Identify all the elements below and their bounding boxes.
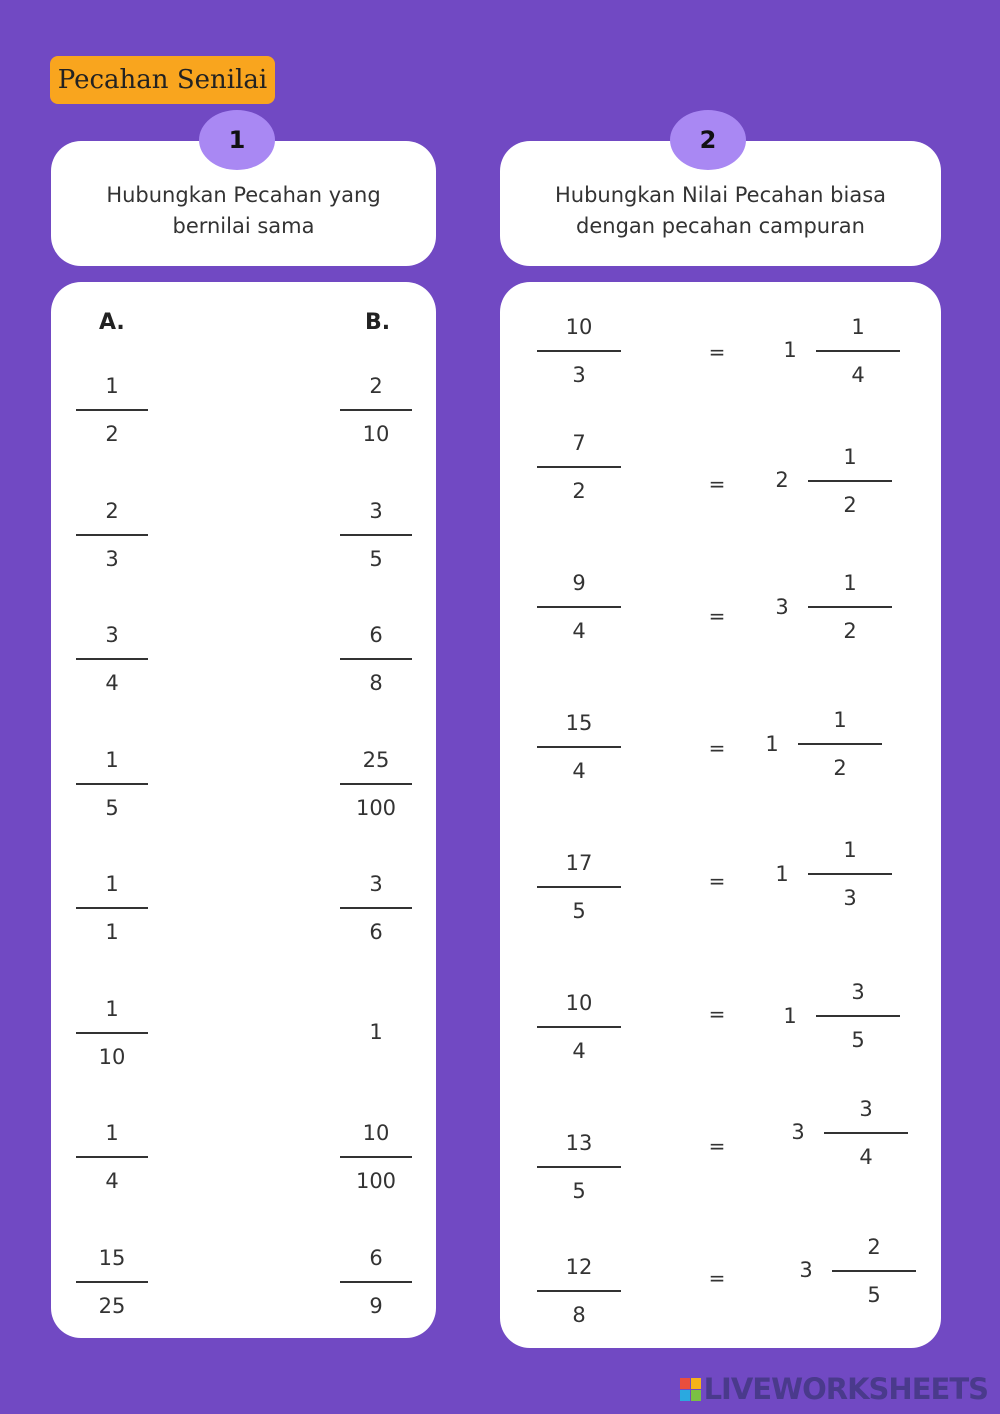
fraction-bar <box>340 1281 412 1283</box>
denominator: 100 <box>355 1169 397 1193</box>
fraction-bar <box>537 886 621 888</box>
denominator: 10 <box>98 1045 126 1069</box>
mixed-fraction[interactable] <box>824 1095 908 1171</box>
numerator: 1 <box>105 997 119 1021</box>
denominator: 5 <box>369 547 383 571</box>
improper-fraction[interactable] <box>537 429 621 505</box>
improper-fraction[interactable] <box>537 709 621 785</box>
fraction-bar <box>537 1166 621 1168</box>
numerator: 1 <box>833 708 847 732</box>
denominator: 4 <box>105 1169 119 1193</box>
denominator: 4 <box>572 759 586 783</box>
equals-sign: = <box>708 472 726 496</box>
denominator: 10 <box>362 422 390 446</box>
fraction-bar <box>76 1032 148 1034</box>
denominator: 3 <box>572 363 586 387</box>
equals-sign: = <box>708 1002 726 1026</box>
improper-fraction[interactable] <box>537 1253 621 1329</box>
denominator: 4 <box>859 1145 873 1169</box>
mixed-fraction[interactable] <box>798 706 882 782</box>
denominator: 4 <box>572 619 586 643</box>
denominator: 8 <box>572 1303 586 1327</box>
page-title: Pecahan Senilai <box>50 56 275 104</box>
fraction-bar <box>340 1156 412 1158</box>
numerator: 1 <box>105 1121 119 1145</box>
col-b-whole-number[interactable]: 1 <box>369 1020 383 1044</box>
denominator: 4 <box>105 671 119 695</box>
denominator: 2 <box>105 422 119 446</box>
fraction-bar <box>808 873 892 875</box>
denominator: 2 <box>843 619 857 643</box>
col-a-fraction[interactable] <box>76 746 148 822</box>
fraction-bar <box>76 534 148 536</box>
numerator: 9 <box>572 571 586 595</box>
logo-blocks-icon <box>680 1378 701 1401</box>
numerator: 17 <box>565 851 593 875</box>
mixed-fraction[interactable] <box>808 836 892 912</box>
fraction-bar <box>76 1156 148 1158</box>
equals-sign: = <box>708 340 726 364</box>
col-b-fraction[interactable] <box>340 870 412 946</box>
numerator: 15 <box>98 1246 126 1270</box>
denominator: 1 <box>105 920 119 944</box>
denominator: 3 <box>105 547 119 571</box>
mixed-fraction[interactable] <box>816 313 900 389</box>
fraction-bar <box>76 783 148 785</box>
improper-fraction[interactable] <box>537 849 621 925</box>
numerator: 13 <box>565 1131 593 1155</box>
improper-fraction[interactable] <box>537 1129 621 1205</box>
numerator: 2 <box>369 374 383 398</box>
equals-sign: = <box>708 1134 726 1158</box>
fraction-bar <box>537 1026 621 1028</box>
mixed-fraction[interactable] <box>808 443 892 519</box>
denominator: 5 <box>572 899 586 923</box>
fraction-bar <box>798 743 882 745</box>
mixed-whole[interactable]: 1 <box>783 338 797 362</box>
numerator: 7 <box>572 431 586 455</box>
fraction-bar <box>340 658 412 660</box>
numerator: 1 <box>105 374 119 398</box>
denominator: 5 <box>867 1283 881 1307</box>
mixed-fraction[interactable] <box>816 978 900 1054</box>
col-a-fraction[interactable] <box>76 372 148 448</box>
fraction-bar <box>832 1270 916 1272</box>
mixed-fraction[interactable] <box>808 569 892 645</box>
fraction-bar <box>76 907 148 909</box>
fraction-bar <box>537 1290 621 1292</box>
denominator: 4 <box>851 363 865 387</box>
col-b-fraction[interactable] <box>340 746 412 822</box>
denominator: 4 <box>572 1039 586 1063</box>
numerator: 1 <box>105 748 119 772</box>
fraction-bar <box>816 350 900 352</box>
col-b-fraction[interactable] <box>340 621 412 697</box>
col-a-fraction[interactable] <box>76 497 148 573</box>
denominator: 2 <box>833 756 847 780</box>
fraction-bar <box>76 658 148 660</box>
col-a-fraction[interactable] <box>76 1244 148 1320</box>
fraction-bar <box>824 1132 908 1134</box>
fraction-bar <box>537 350 621 352</box>
numerator: 3 <box>369 499 383 523</box>
col-b-fraction[interactable] <box>340 1119 412 1195</box>
fraction-bar <box>537 746 621 748</box>
numerator: 15 <box>565 711 593 735</box>
fraction-bar <box>340 907 412 909</box>
denominator: 5 <box>105 796 119 820</box>
numerator: 25 <box>362 748 390 772</box>
equals-sign: = <box>708 1266 726 1290</box>
numerator: 3 <box>105 623 119 647</box>
col-a-fraction[interactable] <box>76 1119 148 1195</box>
mixed-whole[interactable]: 1 <box>765 732 779 756</box>
fraction-bar <box>816 1015 900 1017</box>
denominator: 25 <box>98 1294 126 1318</box>
numerator: 1 <box>105 872 119 896</box>
denominator: 2 <box>843 493 857 517</box>
improper-fraction[interactable] <box>537 989 621 1065</box>
numerator: 2 <box>105 499 119 523</box>
fraction-bar <box>340 409 412 411</box>
denominator: 2 <box>572 479 586 503</box>
fraction-bar <box>537 466 621 468</box>
improper-fraction[interactable] <box>537 569 621 645</box>
numerator: 1 <box>843 571 857 595</box>
mixed-fraction[interactable] <box>832 1233 916 1309</box>
section2-instruction-line1: Hubungkan Nilai Pecahan biasa <box>554 182 887 207</box>
numerator: 12 <box>565 1255 593 1279</box>
denominator: 8 <box>369 671 383 695</box>
equals-sign: = <box>708 604 726 628</box>
section1-instruction-line2: bernilai sama <box>172 213 315 238</box>
column-b-label: B. <box>365 310 391 335</box>
col-b-fraction[interactable] <box>340 497 412 573</box>
fraction-bar <box>808 606 892 608</box>
numerator: 2 <box>867 1235 881 1259</box>
denominator: 100 <box>355 796 397 820</box>
col-a-fraction[interactable] <box>76 621 148 697</box>
numerator: 10 <box>565 315 593 339</box>
fraction-bar <box>537 606 621 608</box>
logo-text: LIVEWORKSHEETS <box>703 1372 988 1406</box>
mixed-whole[interactable]: 3 <box>799 1258 813 1282</box>
section1-number-badge: 1 <box>199 110 275 170</box>
numerator: 3 <box>859 1097 873 1121</box>
numerator: 6 <box>369 1246 383 1270</box>
section2-instruction-line2: dengan pecahan campuran <box>576 213 865 238</box>
fraction-bar <box>76 1281 148 1283</box>
mixed-whole[interactable]: 1 <box>783 1004 797 1028</box>
numerator: 3 <box>851 980 865 1004</box>
equals-sign: = <box>708 869 726 893</box>
denominator: 6 <box>369 920 383 944</box>
col-a-fraction[interactable] <box>76 995 148 1071</box>
liveworksheets-logo <box>680 1372 988 1406</box>
denominator: 9 <box>369 1294 383 1318</box>
numerator: 1 <box>851 315 865 339</box>
numerator: 10 <box>565 991 593 1015</box>
section2-number-badge: 2 <box>670 110 746 170</box>
section1-instruction-line1: Hubungkan Pecahan yang <box>106 182 381 207</box>
denominator: 5 <box>572 1179 586 1203</box>
mixed-whole[interactable]: 2 <box>775 468 789 492</box>
col-b-fraction[interactable] <box>340 1244 412 1320</box>
mixed-whole[interactable]: 3 <box>791 1120 805 1144</box>
equals-sign: = <box>708 736 726 760</box>
numerator: 6 <box>369 623 383 647</box>
numerator: 3 <box>369 872 383 896</box>
numerator: 1 <box>843 445 857 469</box>
column-a-label: A. <box>99 310 125 335</box>
numerator: 10 <box>362 1121 390 1145</box>
fraction-bar <box>76 409 148 411</box>
col-b-fraction[interactable] <box>340 372 412 448</box>
fraction-bar <box>808 480 892 482</box>
numerator: 1 <box>843 838 857 862</box>
mixed-whole[interactable]: 3 <box>775 595 789 619</box>
improper-fraction[interactable] <box>537 313 621 389</box>
denominator: 5 <box>851 1028 865 1052</box>
mixed-whole[interactable]: 1 <box>775 862 789 886</box>
fraction-bar <box>340 534 412 536</box>
denominator: 3 <box>843 886 857 910</box>
col-a-fraction[interactable] <box>76 870 148 946</box>
fraction-bar <box>340 783 412 785</box>
